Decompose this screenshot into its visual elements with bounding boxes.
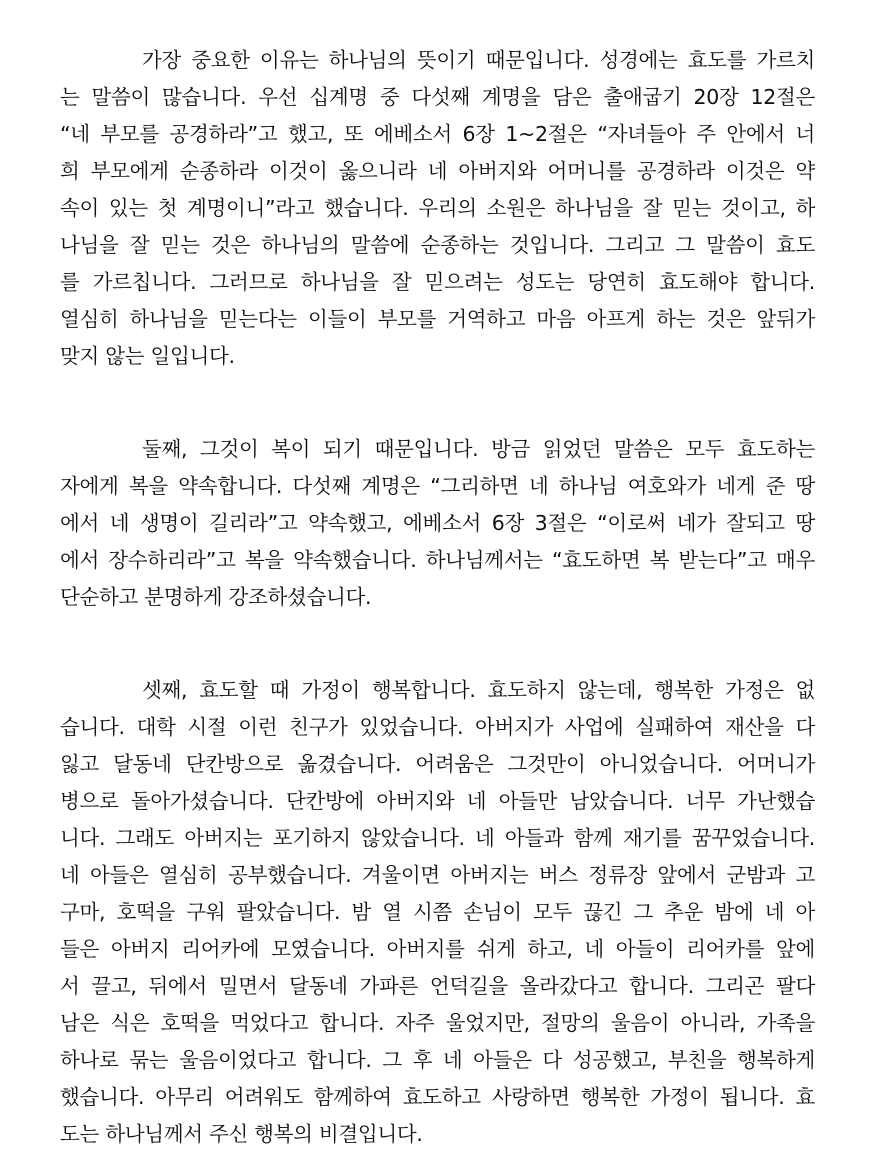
text-line: 니다. 그래도 아버지는 포기하지 않았습니다. 네 아들과 함께 재기를 꿈꾸었습니다.: [60, 826, 815, 850]
text-line: 를 가르칩니다. 그러므로 하나님을 잘 믿으려는 성도는 당연히 효도해야 합니다.: [60, 270, 815, 294]
text-line: 에서 네 생명이 길리라”고 약속했고, 에베소서 6장 3절은 “이로써 네가 잘되고 땅: [60, 511, 815, 535]
text-line: 희 부모에게 순종하라 이것이 옳으니라 네 아버지와 어머니를 공경하라 이것은 약: [60, 159, 815, 183]
text-line: 에서 장수하리라”고 복을 약속했습니다. 하나님께서는 “효도하면 복 받는다”고 매우: [60, 548, 815, 572]
text-line: 단순하고 분명하게 강조하셨습니다.: [60, 585, 372, 609]
text-line: 맞지 않는 일입니다.: [60, 344, 235, 368]
text-line: 는 말씀이 많습니다. 우선 십계명 중 다섯째 계명을 담은 출애굽기 20장 12절은: [60, 85, 815, 109]
text-line: 들은 아버지 리어카에 모였습니다. 아버지를 쉬게 하고, 네 아들이 리어카를 앞에: [60, 937, 815, 961]
paragraph-reason-blessing: [60, 431, 815, 616]
text-line: 했습니다. 아무리 어려워도 함께하여 효도하고 사랑하면 행복한 가정이 됩니다. 효: [60, 1085, 815, 1109]
paragraph-reason-happy-family: [60, 672, 815, 1153]
paragraph-spacer: [60, 375, 815, 431]
text-line: 잃고 달동네 단칸방으로 옮겼습니다. 어려움은 그것만이 아니었습니다. 어머니가: [60, 752, 815, 776]
text-line: 네 아들은 열심히 공부했습니다. 겨울이면 아버지는 버스 정류장 앞에서 군밤과 고: [60, 863, 815, 887]
text-line: 자에게 복을 약속합니다. 다섯째 계명은 “그리하면 네 하나님 여호와가 네게 준 땅: [60, 474, 815, 498]
text-line: 습니다. 대학 시절 이런 친구가 있었습니다. 아버지가 사업에 실패하여 재산을 다: [60, 715, 815, 739]
text-line: 나님을 잘 믿는 것은 하나님의 말씀에 순종하는 것입니다. 그리고 그 말씀이 효도: [60, 233, 815, 257]
document-body: [60, 42, 815, 1153]
text-line: 남은 식은 호떡을 먹었다고 합니다. 자주 울었지만, 절망의 울음이 아니라, 가족을: [60, 1011, 815, 1035]
paragraph-spacer: [60, 616, 815, 672]
text-line: “네 부모를 공경하라”고 했고, 또 에베소서 6장 1~2절은 “자녀들아 주 안에서 너: [60, 122, 815, 146]
text-line: 속이 있는 첫 계명이니”라고 했습니다. 우리의 소원은 하나님을 잘 믿는 것이고, 하: [60, 196, 815, 220]
text-line: 구마, 호떡을 구워 팔았습니다. 밤 열 시쯤 손님이 모두 끊긴 그 추운 밤에 네 아: [60, 900, 815, 924]
text-line: 가장 중요한 이유는 하나님의 뜻이기 때문입니다. 성경에는 효도를 가르치: [142, 48, 815, 72]
text-line: 열심히 하나님을 믿는다는 이들이 부모를 거역하고 마음 아프게 하는 것은 앞뒤가: [60, 307, 815, 331]
text-line: 셋째, 효도할 때 가정이 행복합니다. 효도하지 않는데, 행복한 가정은 없: [142, 678, 815, 702]
text-line: 병으로 돌아가셨습니다. 단칸방에 아버지와 네 아들만 남았습니다. 너무 가난했습: [60, 789, 815, 813]
paragraph-reason-gods-will: [60, 42, 815, 375]
text-line: 하나로 묶는 울음이었다고 합니다. 그 후 네 아들은 다 성공했고, 부친을 행복하게: [60, 1048, 815, 1072]
text-line: 도는 하나님께서 주신 행복의 비결입니다.: [60, 1122, 423, 1146]
text-line: 둘째, 그것이 복이 되기 때문입니다. 방금 읽었던 말씀은 모두 효도하는: [142, 437, 815, 461]
text-line: 서 끌고, 뒤에서 밀면서 달동네 가파른 언덕길을 올라갔다고 합니다. 그리곤 팔다: [60, 974, 815, 998]
